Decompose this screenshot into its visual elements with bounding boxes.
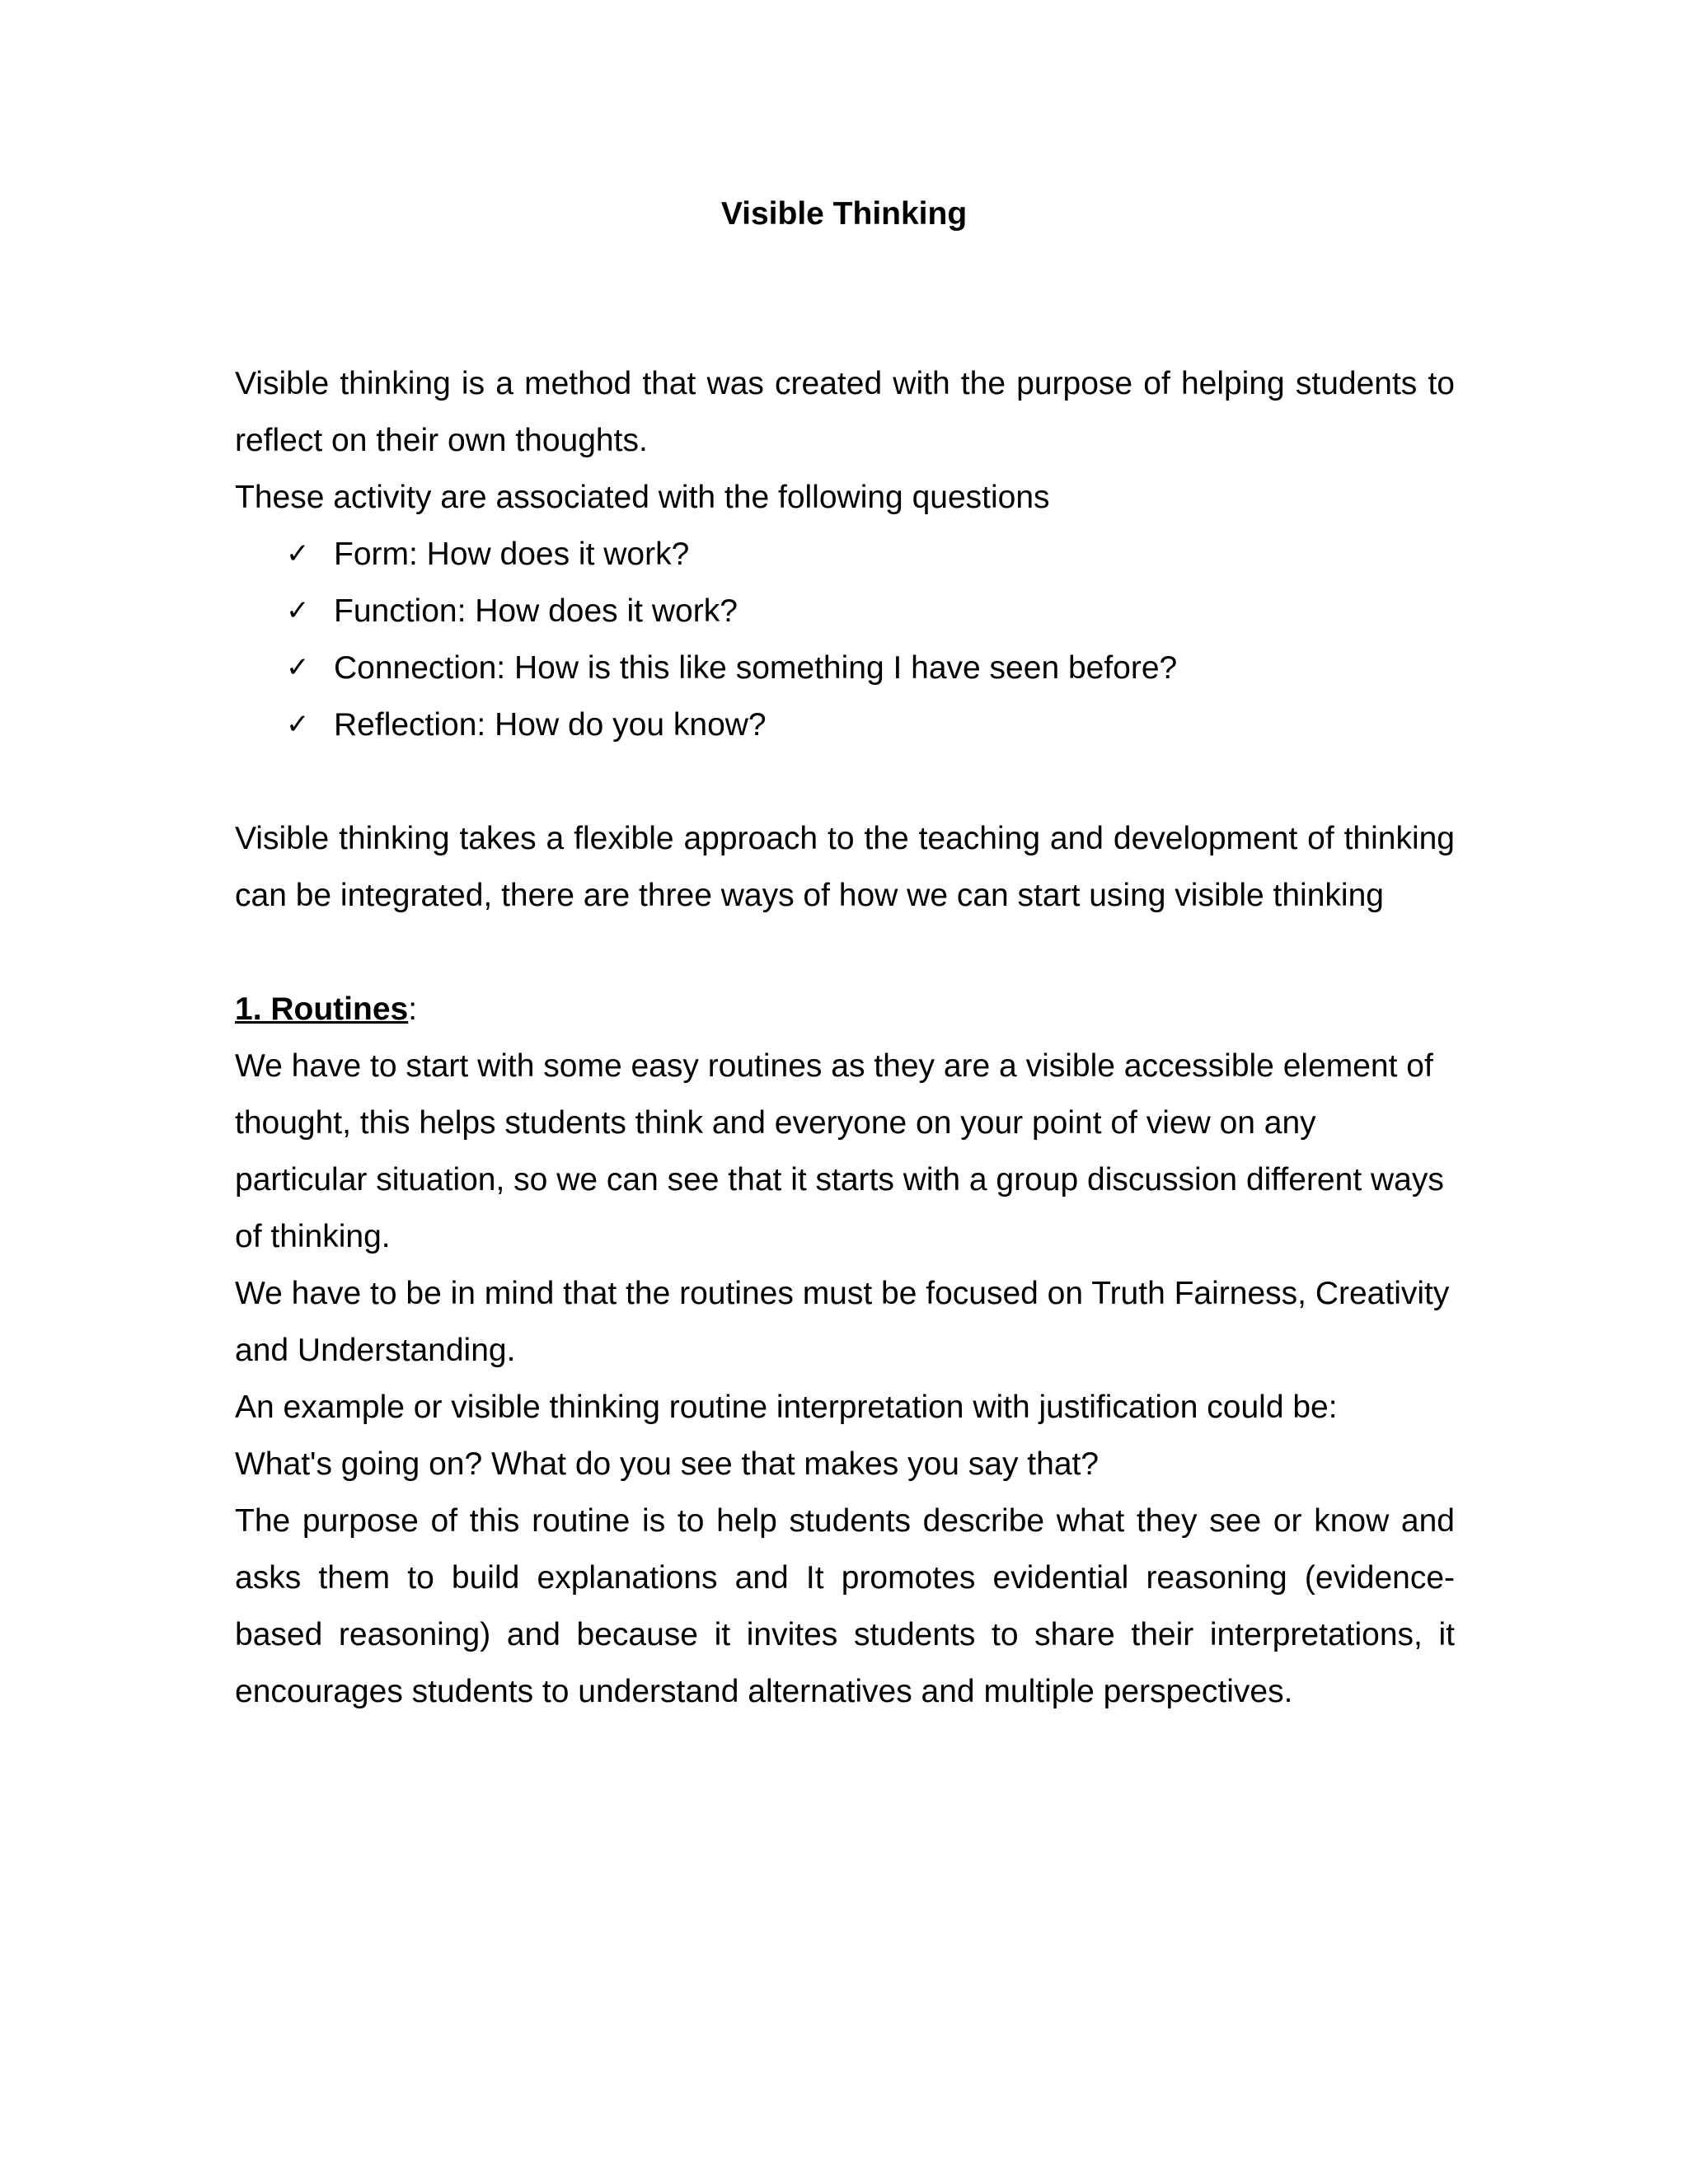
spacer <box>235 924 1455 981</box>
routines-paragraph: The purpose of this routine is to help students describe what they see or know and asks them to build explanations and It promotes evidential reasoning (evidence-based reasoning) and because it invites students to share their interpretations, it encourages students to understand alternatives and multiple perspectives. <box>235 1503 1455 1709</box>
checkmark-icon: ✓ <box>286 594 310 627</box>
checkmark-icon: ✓ <box>286 537 310 570</box>
questions-lead: These activity are associated with the following questions <box>235 480 1050 515</box>
checklist-item-text: Connection: How is this like something I have seen before? <box>334 650 1178 686</box>
checklist-item-text: Reflection: How do you know? <box>334 707 767 743</box>
checklist-item <box>235 583 1455 640</box>
checkmark-icon: ✓ <box>286 708 310 741</box>
spacer <box>235 753 1455 810</box>
checklist-item <box>235 696 1455 753</box>
questions-checklist <box>235 526 1455 753</box>
routines-paragraph: We have to be in mind that the routines must be focused on Truth Fairness, Creativity and Understanding. <box>235 1276 1450 1368</box>
section-heading-text: 1. Routines <box>235 991 409 1027</box>
checklist-item <box>235 640 1455 696</box>
routines-paragraph: An example or visible thinking routine interpretation with justification could be: <box>235 1390 1338 1425</box>
intro-paragraph: Visible thinking is a method that was created with the purpose of helping students to reflect on their own thoughts. <box>235 366 1455 458</box>
section-heading-colon: : <box>408 991 418 1027</box>
approach-paragraph: Visible thinking takes a flexible approach to the teaching and development of thinking can be integrated, there are three ways of how we can start using visible thinking <box>235 821 1455 913</box>
document-body <box>235 355 1455 1720</box>
document-title: Visible Thinking <box>720 196 968 232</box>
routines-paragraph: We have to start with some easy routines as they are a visible accessible element of thought, this helps students think and everyone on your point of view on any particular situation, so we can see that it starts with a group discussion different ways of thinking. <box>235 1048 1444 1254</box>
checklist-item-text: Function: How does it work? <box>334 593 738 629</box>
checkmark-icon: ✓ <box>286 651 310 684</box>
section-heading-routines <box>235 981 1455 1038</box>
checklist-item-text: Form: How does it work? <box>334 537 690 572</box>
routines-paragraph: What's going on? What do you see that makes you say that? <box>235 1446 1100 1482</box>
checklist-item <box>235 526 1455 583</box>
